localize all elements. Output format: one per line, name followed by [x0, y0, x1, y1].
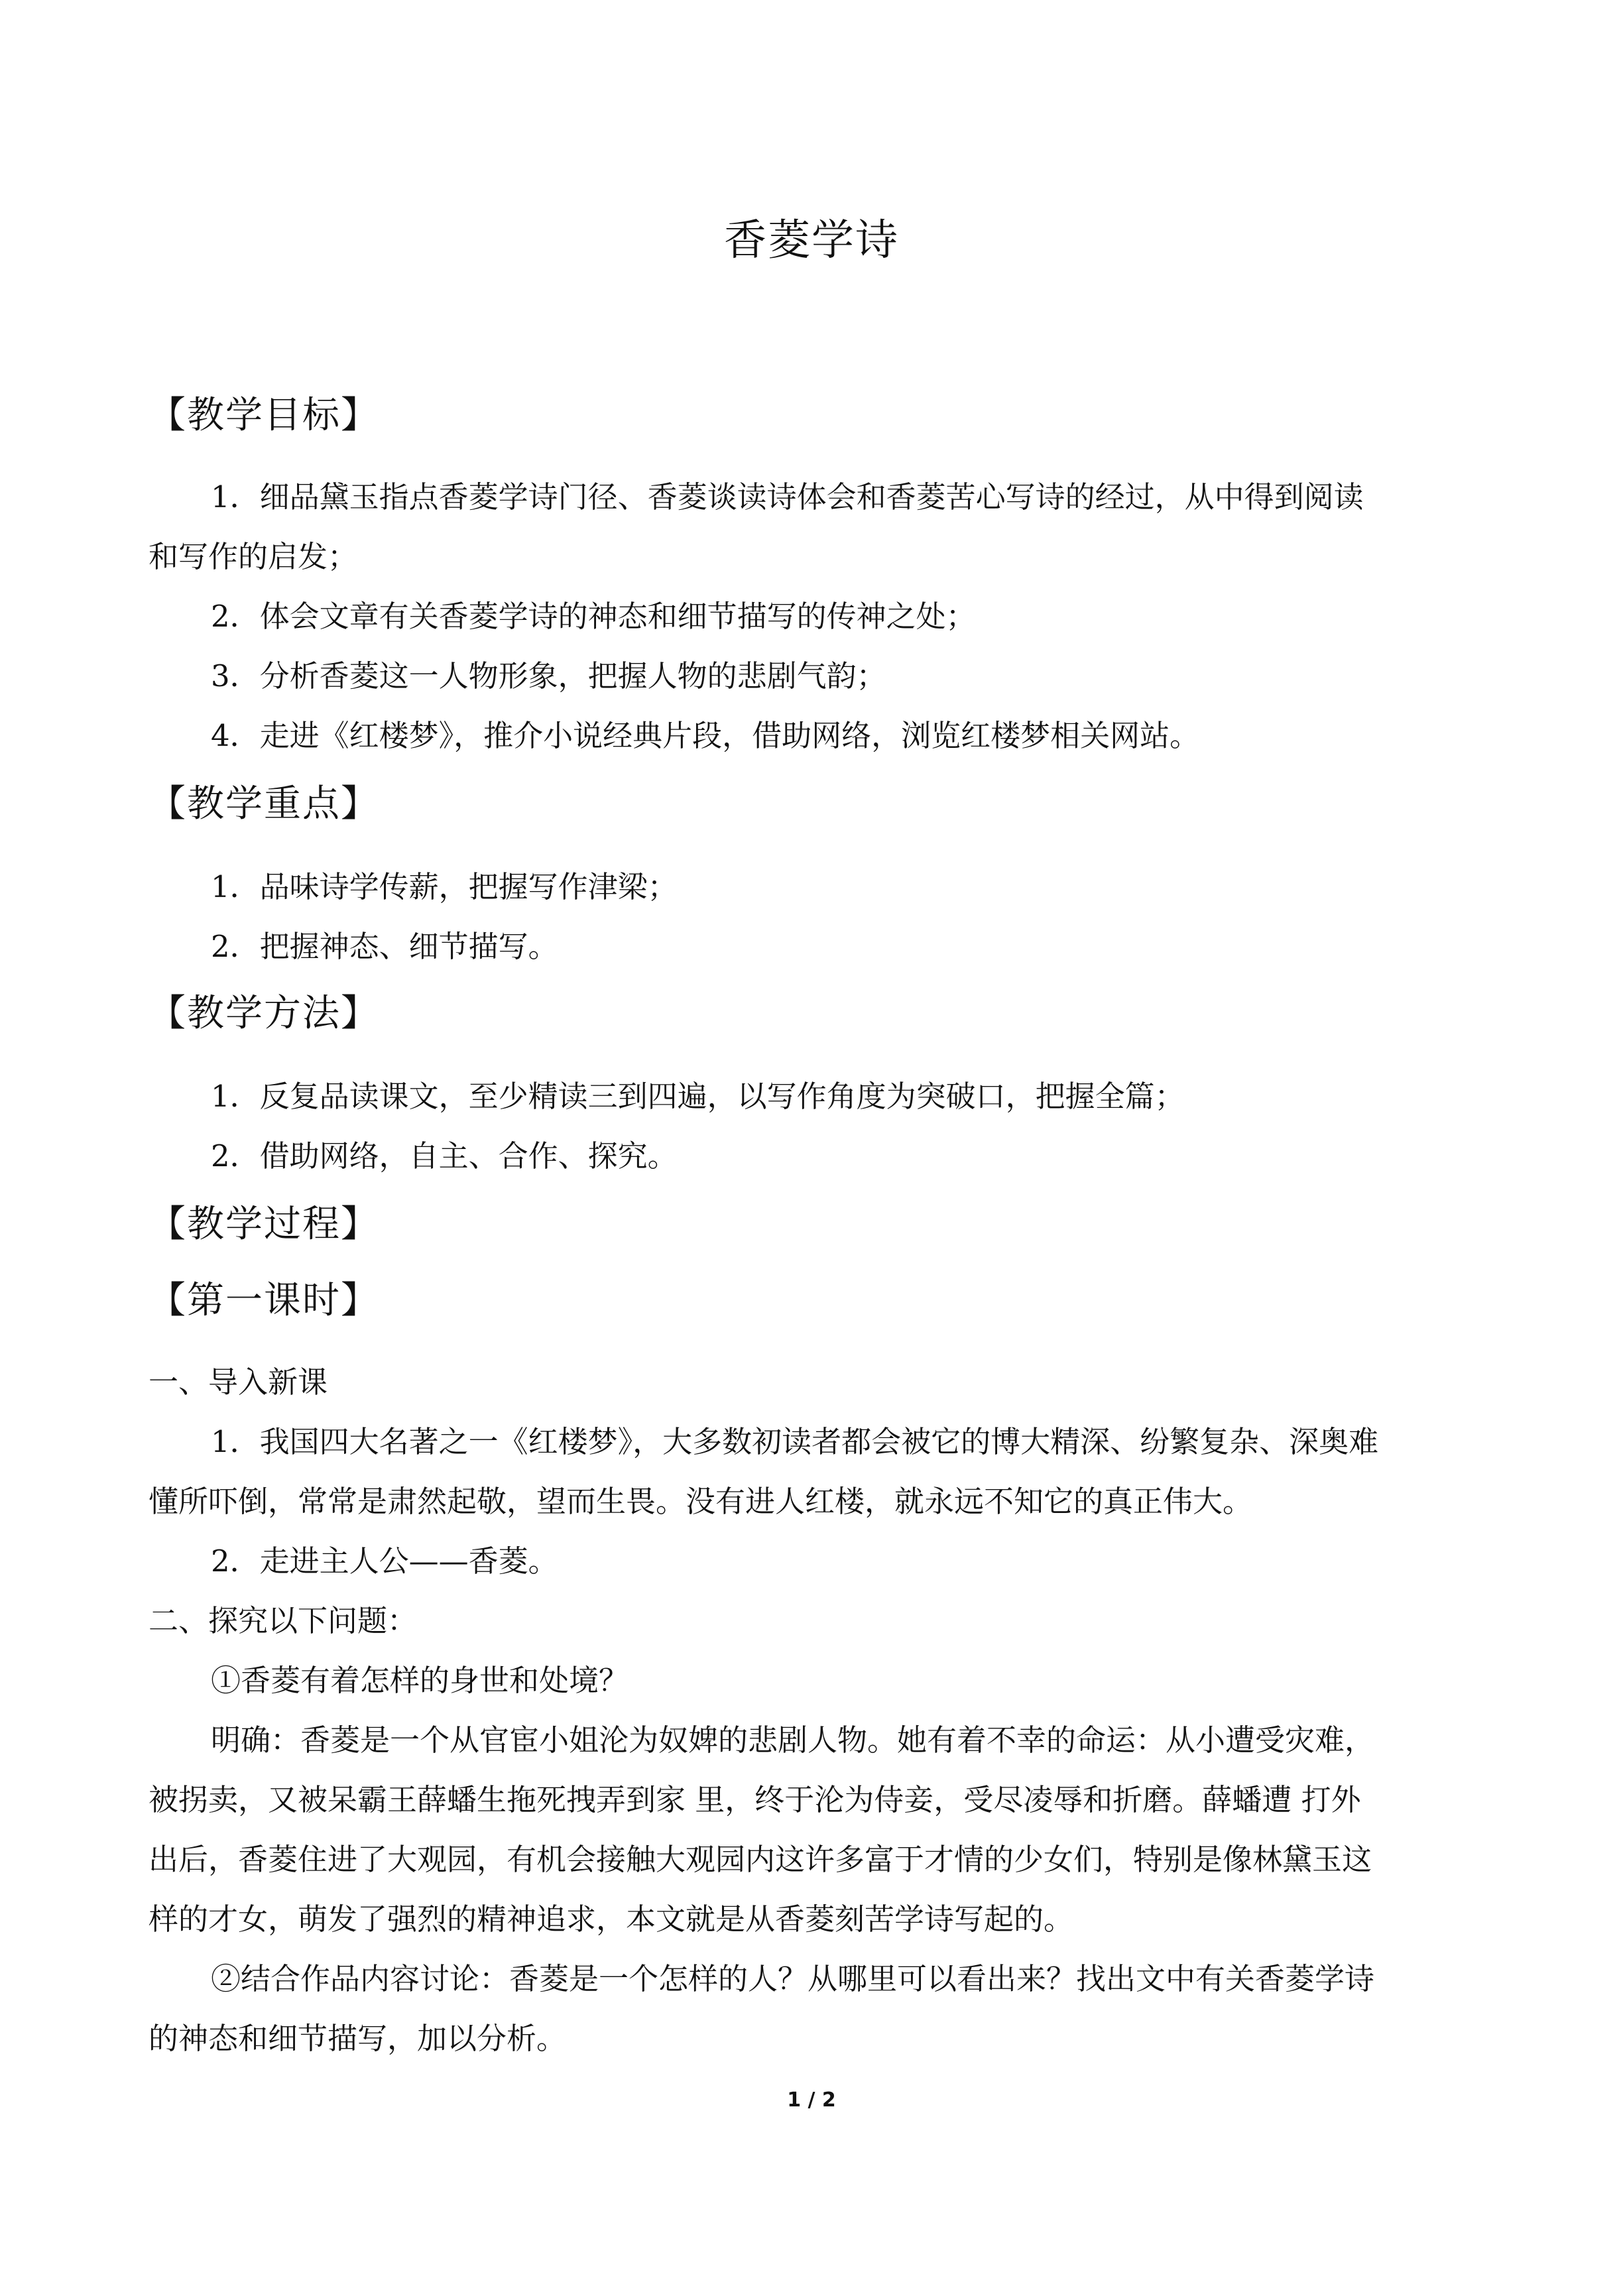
- lesson-line-3: 懂所吓倒，常常是肃然起敬，望而生畏。没有进人红楼，就永远不知它的真正伟大。: [149, 1484, 1253, 1519]
- key-point-line-2: 2．把握神态、细节描写。: [211, 929, 558, 964]
- objective-line-2: 2．体会文章有关香菱学诗的神态和细节描写的传神之处；: [211, 599, 976, 634]
- lesson-line-1: 一、导入新课: [149, 1364, 328, 1400]
- lesson-line-12: 的神态和细节描写，加以分析。: [149, 2021, 567, 2056]
- objective-line-4: 4．走进《红楼梦》，推介小说经典片段，借助网络，浏览红楼梦相关网站。: [211, 718, 1200, 753]
- heading-objectives: 【教学目标】: [149, 394, 379, 437]
- lesson-line-7: 明确：香菱是一个从官宦小姐沦为奴婢的悲剧人物。她有着不幸的命运：从小遭受灾难，: [211, 1722, 1375, 1758]
- heading-key-points: 【教学重点】: [149, 782, 379, 825]
- lesson-line-6: ①香菱有着怎样的身世和处境？: [211, 1663, 629, 1698]
- lesson-line-8: 被拐卖，又被呆霸王薛蟠生拖死拽弄到家 里，终于沦为侍妾，受尽凌辱和折磨。薛蟠遭 打外: [149, 1782, 1361, 1817]
- lesson-line-10: 样的才女，萌发了强烈的精神追求，本文就是从香菱刻苦学诗写起的。: [149, 1902, 1074, 1937]
- lesson-line-4: 2．走进主人公——香菱。: [211, 1543, 558, 1579]
- lesson-line-11: ②结合作品内容讨论：香菱是一个怎样的人？从哪里可以看出来？找出文中有关香菱学诗: [211, 1961, 1375, 1996]
- heading-process: 【教学过程】: [149, 1203, 379, 1246]
- method-line-2: 2．借助网络，自主、合作、探究。: [211, 1138, 678, 1174]
- document-title: 香菱学诗: [724, 216, 899, 265]
- page-number: 1 / 2: [787, 2088, 836, 2112]
- heading-methods: 【教学方法】: [149, 992, 379, 1035]
- objective-line-1: 1．细品黛玉指点香菱学诗门径、香菱谈读诗体会和香菱苦心写诗的经过，从中得到阅读: [211, 479, 1364, 514]
- lesson-line-2: 1．我国四大名著之一《红楼梦》，大多数初读者都会被它的博大精深、纷繁复杂、深奥难: [211, 1424, 1379, 1459]
- key-point-line-1: 1．品味诗学传薪，把握写作津梁；: [211, 869, 678, 904]
- lesson-line-9: 出后，香菱住进了大观园，有机会接触大观园内这许多富于才情的少女们，特别是像林黛玉这: [149, 1842, 1372, 1877]
- objective-line-1-cont: 和写作的启发；: [149, 539, 358, 574]
- heading-first-lesson: 【第一课时】: [149, 1279, 379, 1322]
- lesson-line-5: 二、探究以下问题：: [149, 1603, 418, 1638]
- objective-line-3: 3．分析香菱这一人物形象，把握人物的悲剧气韵；: [211, 658, 886, 694]
- method-line-1: 1．反复品读课文，至少精读三到四遍，以写作角度为突破口，把握全篇；: [211, 1079, 1185, 1114]
